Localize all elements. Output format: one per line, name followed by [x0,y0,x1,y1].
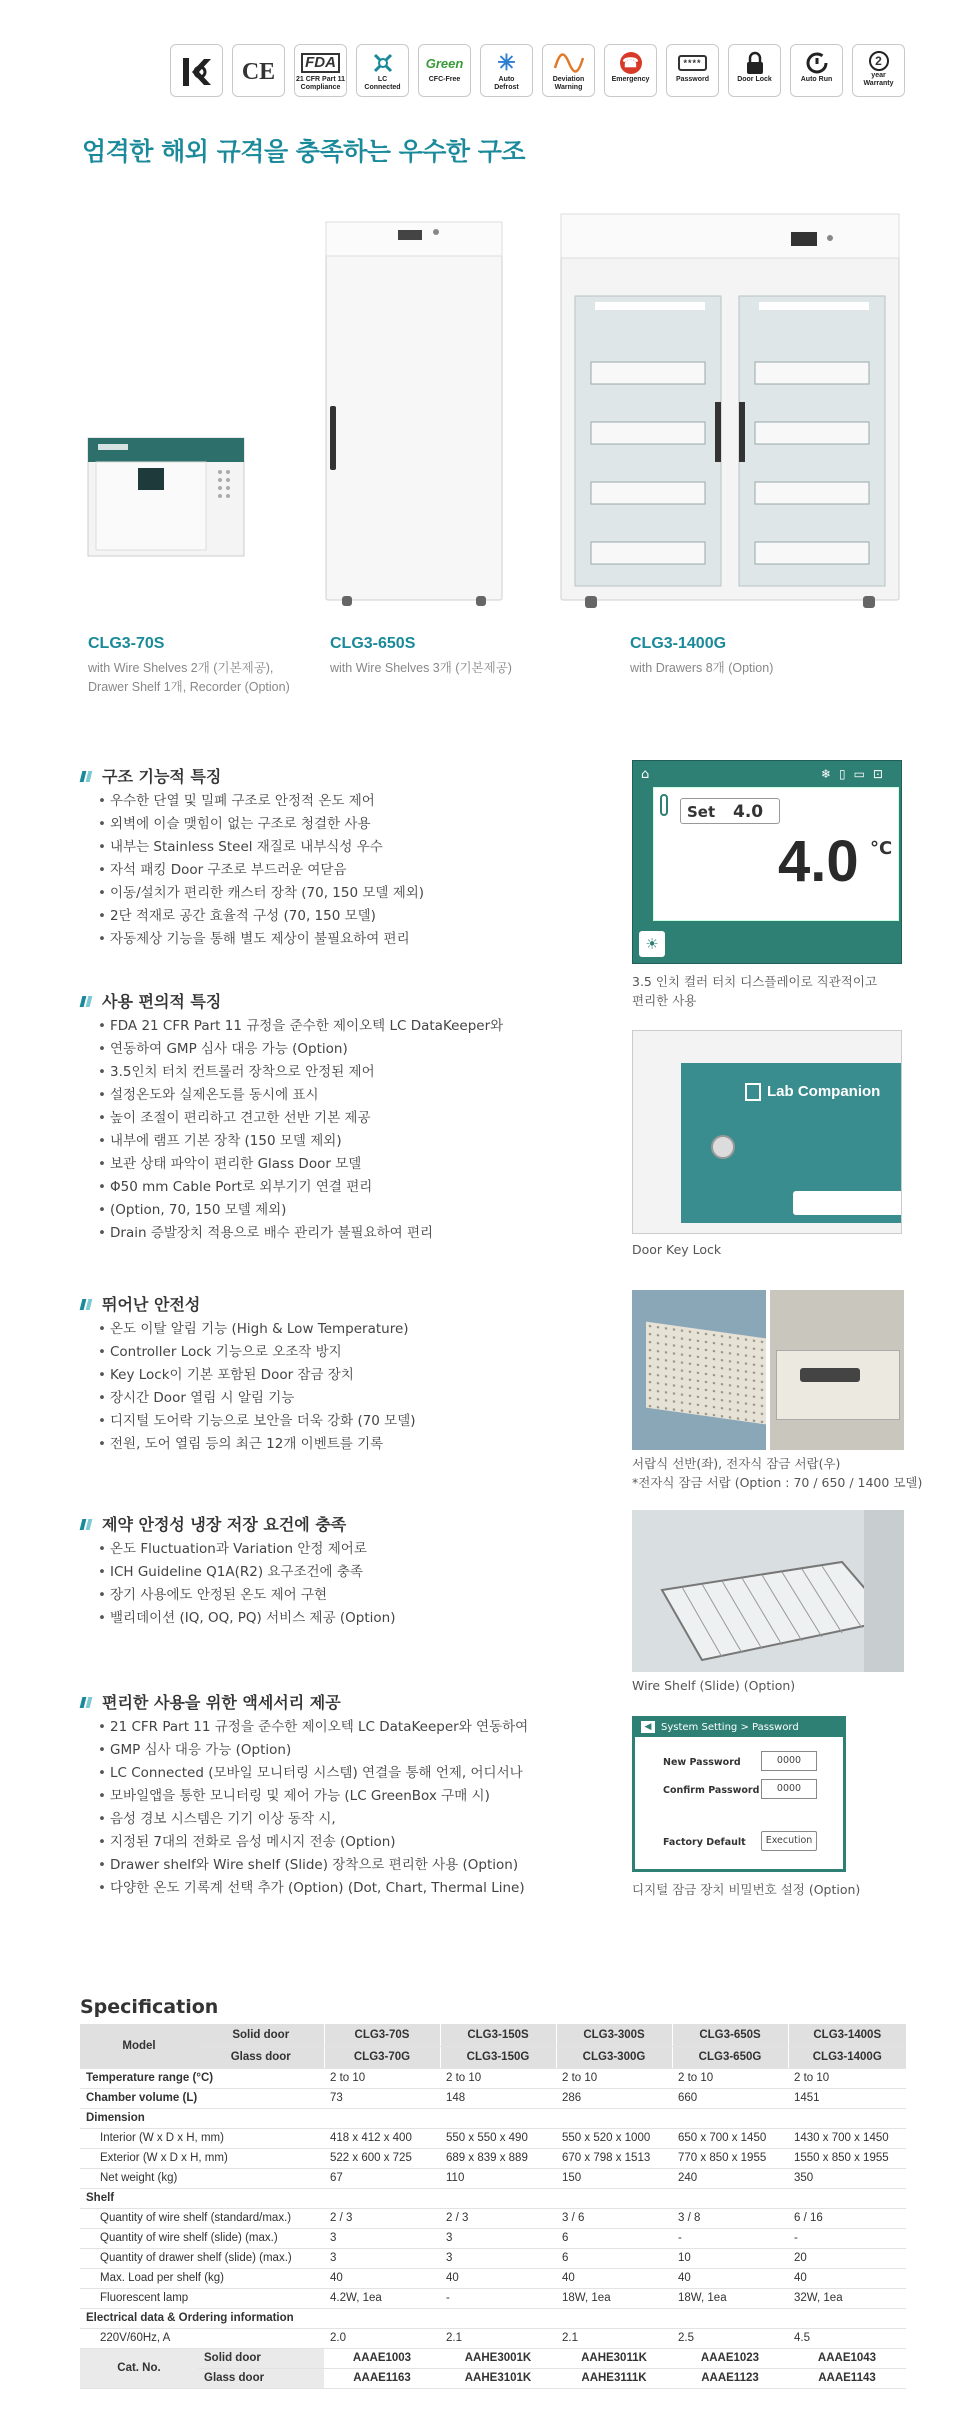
table-cell: 1550 x 850 x 1955 [788,2148,906,2168]
password-settings-screen [632,1716,846,1872]
table-cell: AAHE3001K [440,2348,556,2368]
table-cell: 32W, 1ea [788,2288,906,2308]
table-cell: 18W, 1ea [672,2288,788,2308]
caption-line: 디지털 잠금 장치 비밀번호 설정 (Option) [632,1882,861,1897]
section-mark-icon [80,1517,94,1531]
display-status-icons: ❄▯▭⊡ [820,767,891,781]
new-password-label: New Password [663,1757,741,1768]
specification-table [80,2024,906,2389]
table-cell: 6 [556,2228,672,2248]
model-col: CLG3-1400S [788,2024,906,2046]
table-row [80,2024,906,2046]
table-cell: 10 [672,2248,788,2268]
table-row [80,2208,906,2228]
caption-line: *전자식 잠금 서랍 (Option : 70 / 650 / 1400 모델) [632,1475,923,1490]
back-icon[interactable]: ◀ [641,1721,655,1733]
hero-title: 엄격한 해외 규격을 충족하는 우수한 구조 [82,137,526,166]
list-item: • 높이 조절이 편리하고 견고한 선반 기본 제공 [98,1107,503,1130]
table-cell: AAAE1003 [324,2348,440,2368]
drawer-tray [646,1322,766,1425]
solid-door-header: Solid door [198,2024,324,2046]
table-row [80,2148,906,2168]
table-cell: AAHE3111K [556,2368,672,2388]
table-cell: AAAE1143 [788,2368,906,2388]
electronic-lock-drawer-image [770,1290,904,1450]
ce-mark-icon: CE [241,58,276,85]
table-cell: - [672,2228,788,2248]
badge-label: Deviation Warning [552,76,585,91]
list-item: • 3.5인치 터치 컨트롤러 장착으로 안정된 제어 [98,1061,503,1084]
door-lock-badge [728,44,781,97]
product-image-clg3-1400g [555,212,905,612]
display-defrost-icon: ☀ [639,931,665,957]
table-row [80,2168,906,2188]
list-item: • Φ50 mm Cable Port로 외부기기 연결 편리 [98,1176,503,1199]
table-cell: 550 x 520 x 1000 [556,2128,672,2148]
table-cell: 3 / 8 [672,2208,788,2228]
table-row [80,2228,906,2248]
table-row [80,2248,906,2268]
lc-connected-icon [371,50,395,76]
list-item: • 전원, 도어 열림 등의 최근 12개 이벤트를 기록 [98,1433,416,1456]
table-row [80,2128,906,2148]
brand-mark-icon [745,1083,761,1101]
row-label: Quantity of wire shelf (slide) (max.) [80,2228,324,2248]
row-label: Fluorescent lamp [80,2288,324,2308]
table-row [80,2268,906,2288]
table-cell: 670 x 798 x 1513 [556,2148,672,2168]
model-col: CLG3-650G [672,2046,788,2068]
door-lock-caption [632,1240,721,1259]
key-lock-icon [711,1135,735,1159]
table-cell: 73 [324,2088,440,2108]
list-item: • 온도 Fluctuation과 Variation 안정 제어로 [98,1538,396,1561]
section-mark-icon [80,994,94,1008]
table-cell: 6 [556,2248,672,2268]
confirm-password-field[interactable]: 0000 [761,1779,817,1799]
green-cfc-free-icon: Green [425,55,464,71]
caption-line: Door Key Lock [632,1242,722,1257]
list-item: • 장시간 Door 열림 시 알림 기능 [98,1387,416,1410]
table-cell: 2 / 3 [324,2208,440,2228]
model-desc: Drawer Shelf 1개, Recorder (Option) [88,680,290,694]
list-item: • 우수한 단열 및 밀폐 구조로 안정적 온도 제어 [98,790,424,813]
list-item: • FDA 21 CFR Part 11 규정을 준수한 제이오텍 LC DataKeeper와 [98,1015,503,1038]
badge-label: year Warranty [863,72,894,87]
table-cell: - [440,2288,556,2308]
wire-shelf-caption [632,1676,795,1695]
table-cell: 6 / 16 [788,2208,906,2228]
auto-run-badge [790,44,843,97]
badge-label: 21 CFR Part 11 Compliance [295,76,346,91]
list-item: • 이동/설치가 편리한 캐스터 장착 (70, 150 모델 제외) [98,882,424,905]
table-cell: 18W, 1ea [556,2288,672,2308]
table-cell: 40 [440,2268,556,2288]
list-item: • Drawer shelf와 Wire shelf (Slide) 장착으로 편리한 사용 (Option) [98,1854,528,1877]
model-col: CLG3-650S [672,2024,788,2046]
wire-shelf-drawing [632,1510,904,1672]
table-row [80,2328,906,2348]
set-value: 4.0 [733,802,764,822]
table-cell: 1451 [788,2088,906,2108]
auto-defrost-icon: ✳ [497,50,516,75]
feature-heading: 제약 안정성 냉장 저장 요건에 충족 [80,1512,346,1535]
badge-label: LC Connected [364,76,401,91]
badge-label: Password [675,76,710,83]
feature-list [98,790,424,951]
caption-line: Wire Shelf (Slide) (Option) [632,1678,796,1693]
thermometer-icon [660,794,668,816]
row-label: Max. Load per shelf (kg) [80,2268,324,2288]
table-cell: 40 [788,2268,906,2288]
cat-glass-label: Glass door [198,2368,324,2388]
row-label: Quantity of wire shelf (standard/max.) [80,2208,324,2228]
badge-label: Emergency [611,76,650,83]
list-item: • 21 CFR Part 11 규정을 준수한 제이오텍 LC DataKeeper와 연동하여 [98,1716,528,1739]
list-item: • 다양한 온도 기록계 선택 추가 (Option) (Dot, Chart, Thermal Line) [98,1877,528,1900]
table-cell: 20 [788,2248,906,2268]
table-cell: - [788,2228,906,2248]
list-item: • 연동하여 GMP 심사 대응 가능 (Option) [98,1038,503,1061]
deviation-warning-badge [542,44,595,97]
warranty-icon: 2 [869,50,889,72]
table-cell: 3 [440,2228,556,2248]
label-sticker [793,1191,902,1215]
display-caption [632,972,877,1010]
list-item: • 보관 상태 파악이 편리한 Glass Door 모델 [98,1153,503,1176]
row-label: Temperature range (°C) [80,2068,324,2088]
table-cell: 67 [324,2168,440,2188]
set-label: Set [687,803,716,821]
list-item: • 음성 경보 시스템은 기기 이상 동작 시, [98,1808,528,1831]
auto-run-icon [805,50,829,76]
table-cell: 550 x 550 x 490 [440,2128,556,2148]
table-cell: AAAE1123 [672,2368,788,2388]
table-cell: 110 [440,2168,556,2188]
product-image-clg3-70s [86,432,246,560]
list-item: • 외벽에 이슬 맺힘이 없는 구조로 청결한 사용 [98,813,424,836]
door-brand-logo [745,1083,880,1101]
caption-line: 편리한 사용 [632,993,697,1008]
set-temp-box [680,798,780,824]
kc-mark-badge [170,44,223,97]
row-label: Net weight (kg) [80,2168,324,2188]
password-icon: **** [678,50,706,76]
table-cell: 3 / 6 [556,2208,672,2228]
section-label: Shelf [80,2188,906,2208]
warranty-badge [852,44,905,97]
table-cell: 1430 x 700 x 1450 [788,2128,906,2148]
certification-badges [170,44,905,97]
table-cell: 40 [324,2268,440,2288]
section-mark-icon [80,769,94,783]
model-desc: with Drawers 8개 (Option) [630,661,774,675]
product-image-clg3-650s [320,220,510,610]
drawer-handle [800,1368,860,1382]
new-password-field[interactable]: 0000 [761,1751,817,1771]
table-cell: 770 x 850 x 1955 [672,2148,788,2168]
table-row [80,2046,906,2068]
list-item: • Controller Lock 기능으로 오조작 방지 [98,1341,416,1364]
list-item: • 자동제상 기능을 통해 별도 제상이 불필요하여 편리 [98,928,424,951]
table-cell: 2 / 3 [440,2208,556,2228]
caption-line: 3.5 인치 컬러 터치 디스플레이로 직관적이고 [632,974,878,989]
cat-solid-label: Solid door [198,2348,324,2368]
table-row [80,2288,906,2308]
display-screen [653,787,899,921]
list-item: • ICH Guideline Q1A(R2) 요구조건에 충족 [98,1561,396,1584]
table-cell: 3 [324,2228,440,2248]
table-cell: 240 [672,2168,788,2188]
list-item: • 밸리데이션 (IQ, OQ, PQ) 서비스 제공 (Option) [98,1607,396,1630]
list-item: • 장기 사용에도 안정된 온도 제어 구현 [98,1584,396,1607]
table-cell: 522 x 600 x 725 [324,2148,440,2168]
table-cell: 689 x 839 x 889 [440,2148,556,2168]
current-temperature: 4.0 [778,829,859,894]
model-name: CLG3-1400G [630,635,727,652]
model-header: Model [80,2024,198,2068]
drawer-front [776,1350,900,1420]
model-col: CLG3-70S [324,2024,440,2046]
table-cell: AAAE1023 [672,2348,788,2368]
table-cell: 150 [556,2168,672,2188]
section-mark-icon [80,1695,94,1709]
table-cell: AAHE3011K [556,2348,672,2368]
emergency-badge [604,44,657,97]
table-cell: AAHE3101K [440,2368,556,2388]
table-row [80,2348,906,2368]
model-col: CLG3-300G [556,2046,672,2068]
table-cell: 2 to 10 [788,2068,906,2088]
green-cfc-free-badge [418,44,471,97]
list-item: • 내부에 램프 기본 장착 (150 모델 제외) [98,1130,503,1153]
deviation-warning-icon [554,50,584,76]
table-section-row [80,2108,906,2128]
table-cell: 3 [324,2248,440,2268]
brand-name: Lab Companion [767,1083,881,1100]
table-cell: AAAE1163 [324,2368,440,2388]
spec-title: Specification [80,1996,219,2018]
fda-icon: FDA [301,50,340,76]
list-item: • 온도 이탈 알림 기능 (High & Low Temperature) [98,1318,416,1341]
feature-heading: 구조 기능적 특징 [80,764,221,787]
list-item: • Key Lock이 기본 포함된 Door 잠금 장치 [98,1364,416,1387]
table-row [80,2068,906,2088]
feature-list [98,1318,416,1456]
table-row [80,2368,906,2388]
confirm-password-label: Confirm Password [663,1785,760,1796]
list-item: • 자석 패킹 Door 구조로 부드러운 여닫음 [98,859,424,882]
execution-button[interactable]: Execution [761,1831,817,1851]
model-col: CLG3-150G [440,2046,556,2068]
table-cell: 40 [672,2268,788,2288]
touch-display-image [632,760,902,964]
table-cell: 3 [440,2248,556,2268]
temperature-unit: °C [870,838,893,859]
drawer-shelf-image [632,1290,766,1450]
password-panel-header [635,1719,843,1737]
door-lock-image [632,1030,902,1234]
list-item: • 2단 적재로 공간 효율적 구성 (70, 150 모델) [98,905,424,928]
feature-list [98,1716,528,1900]
table-cell: 650 x 700 x 1450 [672,2128,788,2148]
lc-connected-badge [356,44,409,97]
auto-defrost-badge [480,44,533,97]
feature-heading: 사용 편의적 특징 [80,989,221,1012]
model-clg3-650s [330,635,512,678]
model-col: CLG3-300S [556,2024,672,2046]
table-cell: 40 [556,2268,672,2288]
badge-label: Auto Defrost [494,76,519,91]
row-label: Quantity of drawer shelf (slide) (max.) [80,2248,324,2268]
section-mark-icon [80,1297,94,1311]
list-item: • 지정된 7대의 전화로 음성 메시지 전송 (Option) [98,1831,528,1854]
list-item: • 내부는 Stainless Steel 재질로 내부식성 우수 [98,836,424,859]
section-label: Electrical data & Ordering information [80,2308,906,2328]
row-label: Exterior (W x D x H, mm) [80,2148,324,2168]
table-cell: 2 to 10 [440,2068,556,2088]
table-cell: 286 [556,2088,672,2108]
list-item: • LC Connected (모바일 모니터링 시스템) 연결을 통해 언제, 어디서나 [98,1762,528,1785]
password-badge [666,44,719,97]
table-cell: 2.1 [440,2328,556,2348]
table-cell: 148 [440,2088,556,2108]
list-item: • 설정온도와 실제온도를 동시에 표시 [98,1084,503,1107]
drawer-caption [632,1454,922,1492]
list-item: • 모바일앱을 통한 모니터링 및 제어 가능 (LC GreenBox 구매 시) [98,1785,528,1808]
table-row [80,2088,906,2108]
glass-door-header: Glass door [198,2046,324,2068]
password-caption [632,1880,860,1899]
fda-badge [294,44,347,97]
table-section-row [80,2188,906,2208]
cat-no-label: Cat. No. [80,2348,198,2388]
section-label: Dimension [80,2108,906,2128]
table-cell: 2 to 10 [324,2068,440,2088]
model-desc: with Wire Shelves 3개 (기본제공) [330,661,512,675]
caption-line: 서랍식 선반(좌), 전자식 잠금 서랍(우) [632,1456,841,1471]
ce-mark-badge [232,44,285,97]
model-name: CLG3-650S [330,635,416,652]
table-cell: 350 [788,2168,906,2188]
emergency-icon: ☎ [620,50,642,76]
list-item: • GMP 심사 대응 가능 (Option) [98,1739,528,1762]
model-clg3-70s [88,635,290,697]
table-cell: 660 [672,2088,788,2108]
door-lock-icon [746,50,764,76]
model-col: CLG3-1400G [788,2046,906,2068]
table-cell: 4.2W, 1ea [324,2288,440,2308]
feature-heading: 뛰어난 안전성 [80,1292,200,1315]
panel-header-label: System Setting > Password [661,1722,799,1733]
feature-list [98,1538,396,1630]
table-cell: 2.1 [556,2328,672,2348]
table-section-row [80,2308,906,2328]
row-label: Chamber volume (L) [80,2088,324,2108]
table-cell: 2.5 [672,2328,788,2348]
list-item: • (Option, 70, 150 모델 제외) [98,1199,503,1222]
model-col: CLG3-150S [440,2024,556,2046]
wire-shelf-image [632,1510,904,1672]
table-cell: 418 x 412 x 400 [324,2128,440,2148]
model-name: CLG3-70S [88,635,165,652]
spec-body [80,2068,906,2348]
model-clg3-1400g [630,635,773,678]
table-cell: 2 to 10 [672,2068,788,2088]
factory-default-label: Factory Default [663,1837,746,1848]
badge-label: Auto Run [800,76,833,83]
model-col: CLG3-70G [324,2046,440,2068]
badge-label: CFC-Free [428,76,461,83]
feature-list [98,1015,503,1245]
table-cell: 2.0 [324,2328,440,2348]
kc-mark-icon [180,50,214,94]
model-desc: with Wire Shelves 2개 (기본제공), [88,661,274,675]
feature-heading: 편리한 사용을 위한 액세서리 제공 [80,1690,341,1713]
row-label: Interior (W x D x H, mm) [80,2128,324,2148]
table-cell: AAAE1043 [788,2348,906,2368]
list-item: • 디지털 도어락 기능으로 보안을 더욱 강화 (70 모델) [98,1410,416,1433]
row-label: 220V/60Hz, A [80,2328,324,2348]
badge-label: Door Lock [737,76,772,83]
table-cell: 4.5 [788,2328,906,2348]
table-cell: 2 to 10 [556,2068,672,2088]
list-item: • Drain 증발장치 적용으로 배수 관리가 불필요하여 편리 [98,1222,503,1245]
display-home-icon: ⌂ [641,767,650,782]
